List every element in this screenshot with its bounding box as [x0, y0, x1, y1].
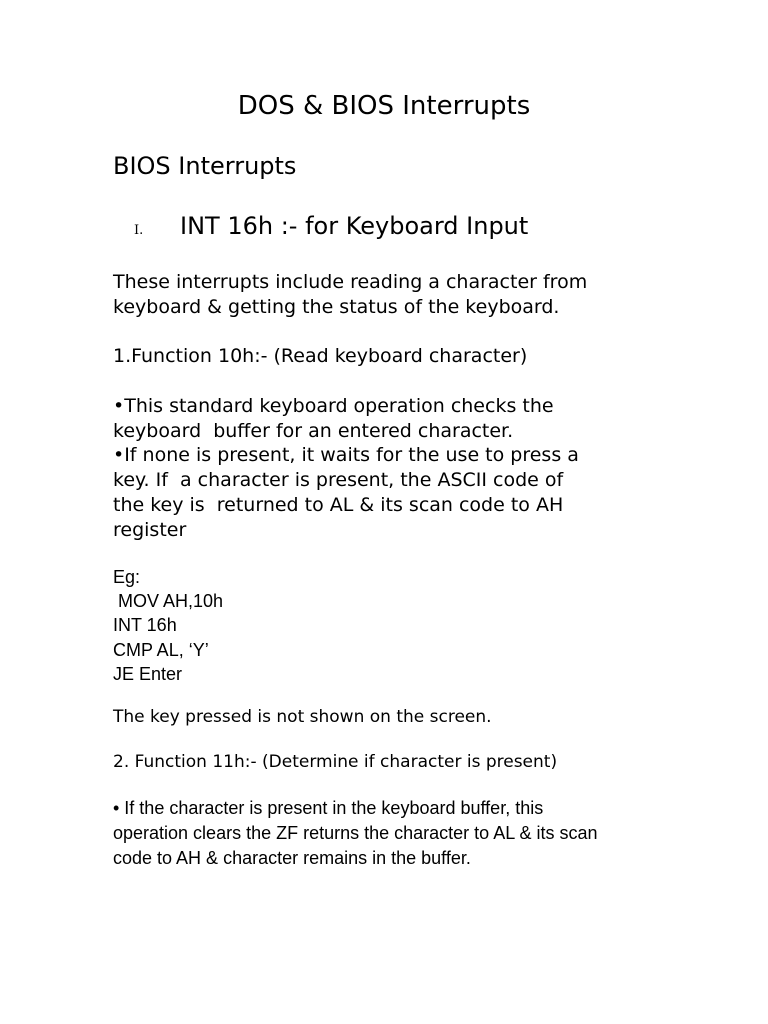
list-marker: I. — [134, 223, 144, 238]
function1-body-line: •This standard keyboard operation checks the — [113, 395, 554, 417]
function1-body — [113, 394, 753, 542]
section-heading: BIOS Interrupts — [113, 152, 297, 180]
example-line: JE Enter — [113, 663, 183, 684]
function2-body-line: • If the character is present in the keyboard buffer, this — [113, 798, 544, 818]
function1-body-line: keyboard buffer for an entered character. — [113, 419, 514, 442]
function2-heading: 2. Function 11h:- (Determine if character is present) — [113, 752, 558, 772]
intro-line: These interrupts include reading a character from — [113, 271, 588, 293]
example-line: CMP AL, ‘Y’ — [113, 639, 209, 660]
function2-body-line: operation clears the ZF returns the character to AL & its scan — [113, 823, 598, 843]
example-line: Eg: — [113, 567, 141, 587]
note-text: The key pressed is not shown on the screen. — [113, 707, 492, 727]
function2-body-line: code to AH & character remains in the buffer. — [113, 848, 471, 868]
example-line: INT 16h — [113, 615, 177, 636]
intro-paragraph — [113, 270, 753, 319]
example-code-block — [113, 565, 223, 686]
list-item-heading: INT 16h :- for Keyboard Input — [180, 212, 529, 240]
example-line: MOV AH,10h — [113, 591, 224, 612]
intro-line: keyboard & getting the status of the keyboard. — [113, 295, 560, 318]
function1-body-line: key. If a character is present, the ASCII code of — [113, 469, 564, 492]
function1-body-line: the key is returned to AL & its scan code to AH — [113, 493, 564, 516]
function1-heading: 1.Function 10h:- (Read keyboard character) — [113, 345, 528, 367]
function2-body — [113, 796, 598, 871]
function1-body-line: •If none is present, it waits for the use to press a — [113, 444, 579, 467]
page-title: DOS & BIOS Interrupts — [237, 91, 531, 121]
function1-body-line: register — [113, 518, 187, 541]
